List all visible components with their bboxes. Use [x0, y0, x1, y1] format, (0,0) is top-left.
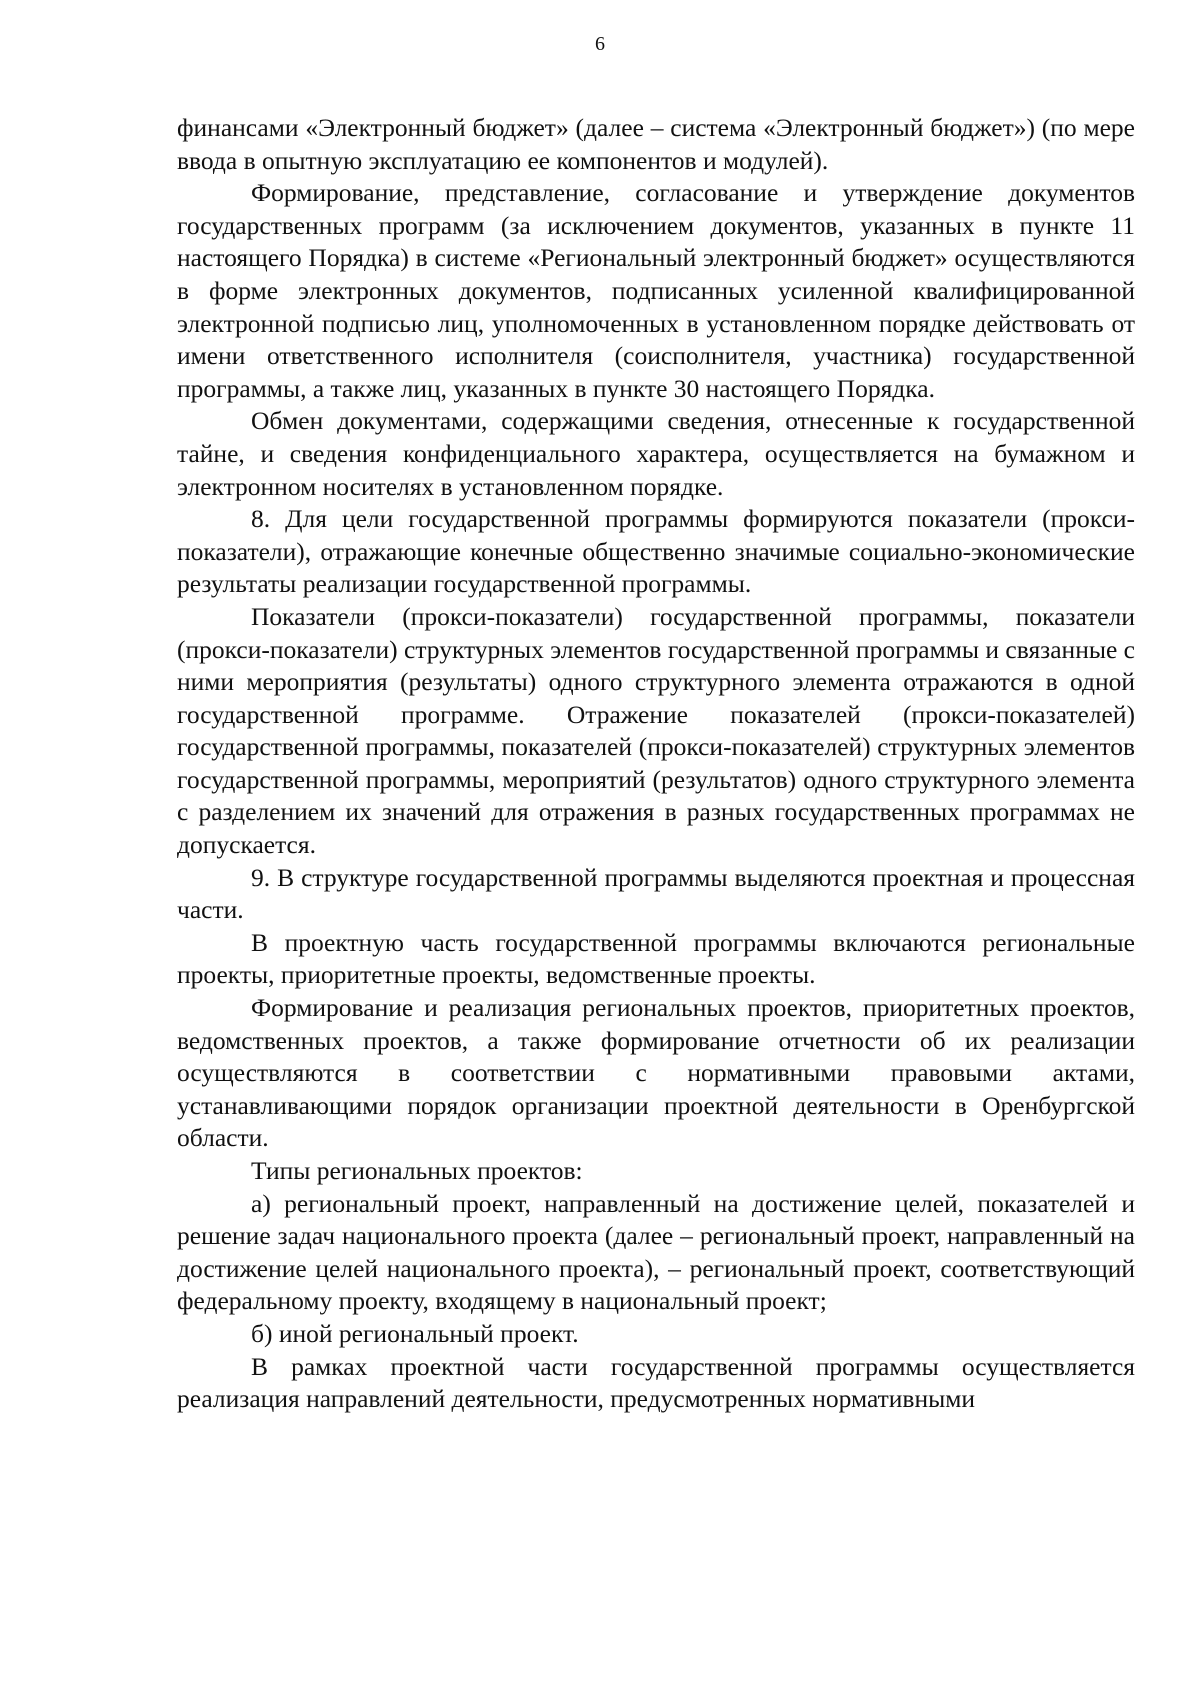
paragraph-type-a: а) региональный проект, направленный на достижение целей, показателей и решение задач национального проекта (далее – региональный проект, направленный на достижение целей национального проекта), – региональный проект, соответствующий федеральному проекту, входящему в национальный проект; — [177, 1188, 1135, 1316]
paragraph-secret-exchange: Обмен документами, содержащими сведения, отнесенные к государственной тайне, и сведения конфиденциального характера, осуществляется на бумажном и электронном носителях в установленном порядке. — [177, 406, 1135, 501]
paragraph-project-part: В проектную часть государственной программы включаются региональные проекты, приоритетные проекты, ведомственные проекты. — [177, 927, 1135, 990]
document-body — [177, 112, 1135, 1416]
paragraph-type-b: б) иной региональный проект. — [251, 1318, 579, 1348]
paragraph-item-8: 8. Для цели государственной программы формируются показатели (прокси-показатели), отражающие конечные общественно значимые социально-экономические результаты реализации государственной программы. — [177, 504, 1135, 599]
paragraph-project-formation: Формирование и реализация региональных проектов, приоритетных проектов, ведомственных проектов, а также формирование отчетности об их реализации осуществляются в соответствии с нормативными правовыми актами, устанавливающими порядок организации проектной деятельности в Оренбургской области. — [177, 993, 1135, 1153]
paragraph-item-9: 9. В структуре государственной программы выделяются проектная и процессная части. — [177, 862, 1135, 925]
paragraph-indicators: Показатели (прокси-показатели) государственной программы, показатели (прокси-показатели) структурных элементов государственной программы и связанные с ними мероприятия (результаты) одного структурного элемента отражаются в одной государственной программе. Отражение показателей (прокси-показателей) государственной программы, показателей (прокси-показателей) структурных элементов государственной программы, мероприятий (результатов) одного структурного элемента с разделением их значений для отражения в разных государственных программах не допускается. — [177, 601, 1135, 860]
page-number: 6 — [595, 33, 605, 55]
paragraph-project-part-directions: В рамках проектной части государственной программы осуществляется реализация направлений деятельности, предусмотренных нормативными — [177, 1351, 1135, 1414]
paragraph-continuation: финансами «Электронный бюджет» (далее – система «Электронный бюджет») (по мере ввода в опытную эксплуатацию ее компонентов и модулей). — [177, 113, 1135, 175]
paragraph-electronic-documents: Формирование, представление, согласование и утверждение документов государственных программ (за исключением документов, указанных в пункте 11 настоящего Порядка) в системе «Региональный электронный бюджет» осуществляются в форме электронных документов, подписанных усиленной квалифицированной электронной подписью лиц, уполномоченных в установленном порядке действовать от имени ответственного исполнителя (соисполнителя, участника) государственной программы, а также лиц, указанных в пункте 30 настоящего Порядка. — [177, 178, 1135, 403]
paragraph-project-types: Типы региональных проектов: — [251, 1156, 583, 1185]
